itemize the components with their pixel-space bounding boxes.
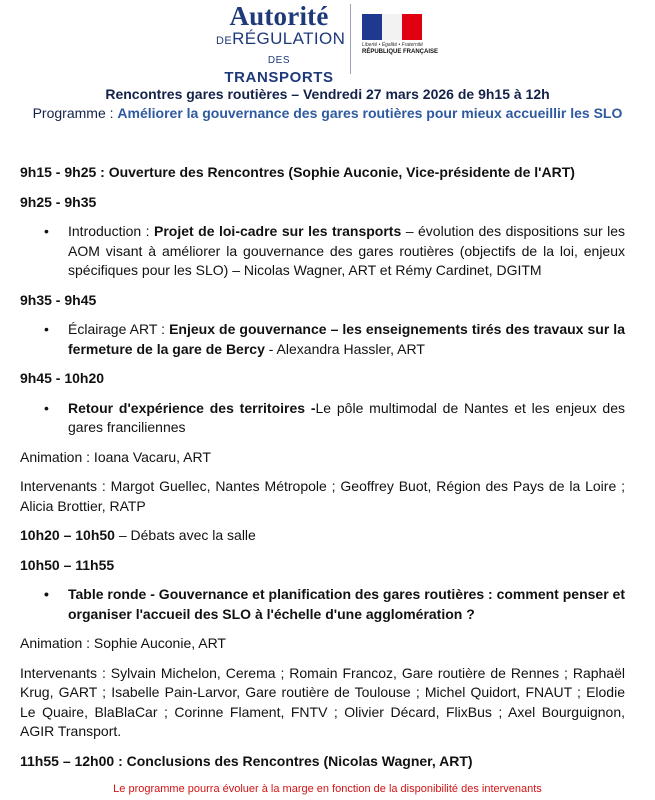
session-time-3: 9h45 - 10h20 — [20, 370, 105, 386]
republic-name: RÉPUBLIQUE FRANÇAISE — [362, 49, 439, 55]
session-animation-2: Animation : Sophie Auconie, ART — [20, 635, 226, 651]
bullet-icon: • — [44, 399, 49, 416]
bullet-icon: • — [44, 321, 49, 337]
logo-line-2: RÉGULATION — [232, 29, 346, 48]
republique-francaise-logo — [362, 14, 439, 64]
logo-line-2-prefix: DE — [216, 35, 233, 47]
session-debats: 10h20 – 10h50 – Débats avec la salle — [20, 527, 256, 543]
session-eclairage: • Éclairage ART : Enjeux de gouvernance – les enseignements tirés des travaux sur la fermeture de la gare de Bercy - Alexandra Hassler, ART — [44, 321, 625, 357]
header — [0, 0, 655, 86]
programme-theme: Améliorer la gouvernance des gares routières pour mieux accueillir les SLO — [117, 105, 623, 121]
logo-line-3-prefix: DES — [267, 55, 291, 66]
session-table-ronde: • Table ronde - Gouvernance et planification des gares routières : comment penser et organiser l'accueil des SLO à l'échelle d'une agglomération ? — [44, 586, 625, 622]
logo-line-1: Autorité — [229, 1, 329, 31]
republic-motto: Liberté • Égalité • Fraternité — [362, 42, 424, 48]
programme-label: Programme : — [32, 105, 118, 121]
bullet-icon: • — [44, 223, 49, 239]
session-opening: 9h15 - 9h25 : Ouverture des Rencontres (Sophie Auconie, Vice-présidente de l'ART) — [20, 164, 575, 180]
programme-line — [0, 105, 655, 121]
session-speakers-2: Intervenants : Sylvain Michelon, Cerema ; Romain Francoz, Gare routière de Rennes ; Raphaël Krug, GART ; Isabelle Pain-Larvor, Gare routière de Toulouse ; Michel Quidort, FNAUT ; Elodie Le Quaire, BlaBlaCar ; Corinne Flament, FNTV ; Olivier Décard, FlixBus ; Axel Bourguignon, AGIR Transport. — [20, 664, 625, 739]
session-time-4: 10h50 – 11h55 — [20, 556, 115, 573]
session-speakers-1: Intervenants : Margot Guellec, Nantes Métropole ; Geoffrey Buot, Région des Pays de la Loire ; Alicia Brottier, RATP — [20, 478, 625, 514]
bullet-icon: • — [44, 586, 49, 602]
footer-note: Le programme pourra évoluer à la marge en fonction de la disponibilité des intervenants — [113, 783, 542, 795]
session-animation-1: Animation : Ioana Vacaru, ART — [20, 448, 211, 465]
session-time-2: 9h35 - 9h45 — [20, 291, 97, 308]
session-conclusions: 11h55 – 12h00 : Conclusions des Rencontres (Nicolas Wagner, ART) — [20, 752, 473, 769]
event-title: Rencontres gares routières – Vendredi 27 mars 2026 de 9h15 à 12h — [105, 86, 550, 102]
session-introduction: • Introduction : Projet de loi-cadre sur les transports – évolution des dispositions sur les AOM visant à améliorer la gouvernance des gares routières (objectifs de la loi, enjeux spécifiques pour les SLO) – Nicolas Wagner, ART et Rémy Cardinet, DGITM — [44, 223, 626, 278]
session-retour-experience: • Retour d'expérience des territoires -Le pôle multimodal de Nantes et les enjeux des gares franciliennes — [44, 399, 625, 435]
french-flag-icon — [362, 14, 422, 40]
art-logo — [216, 1, 346, 86]
logo-line-3: TRANSPORTS — [224, 69, 334, 86]
session-time-1: 9h25 - 9h35 — [20, 193, 97, 210]
programme-schedule — [20, 163, 625, 771]
logo-divider — [350, 4, 351, 74]
